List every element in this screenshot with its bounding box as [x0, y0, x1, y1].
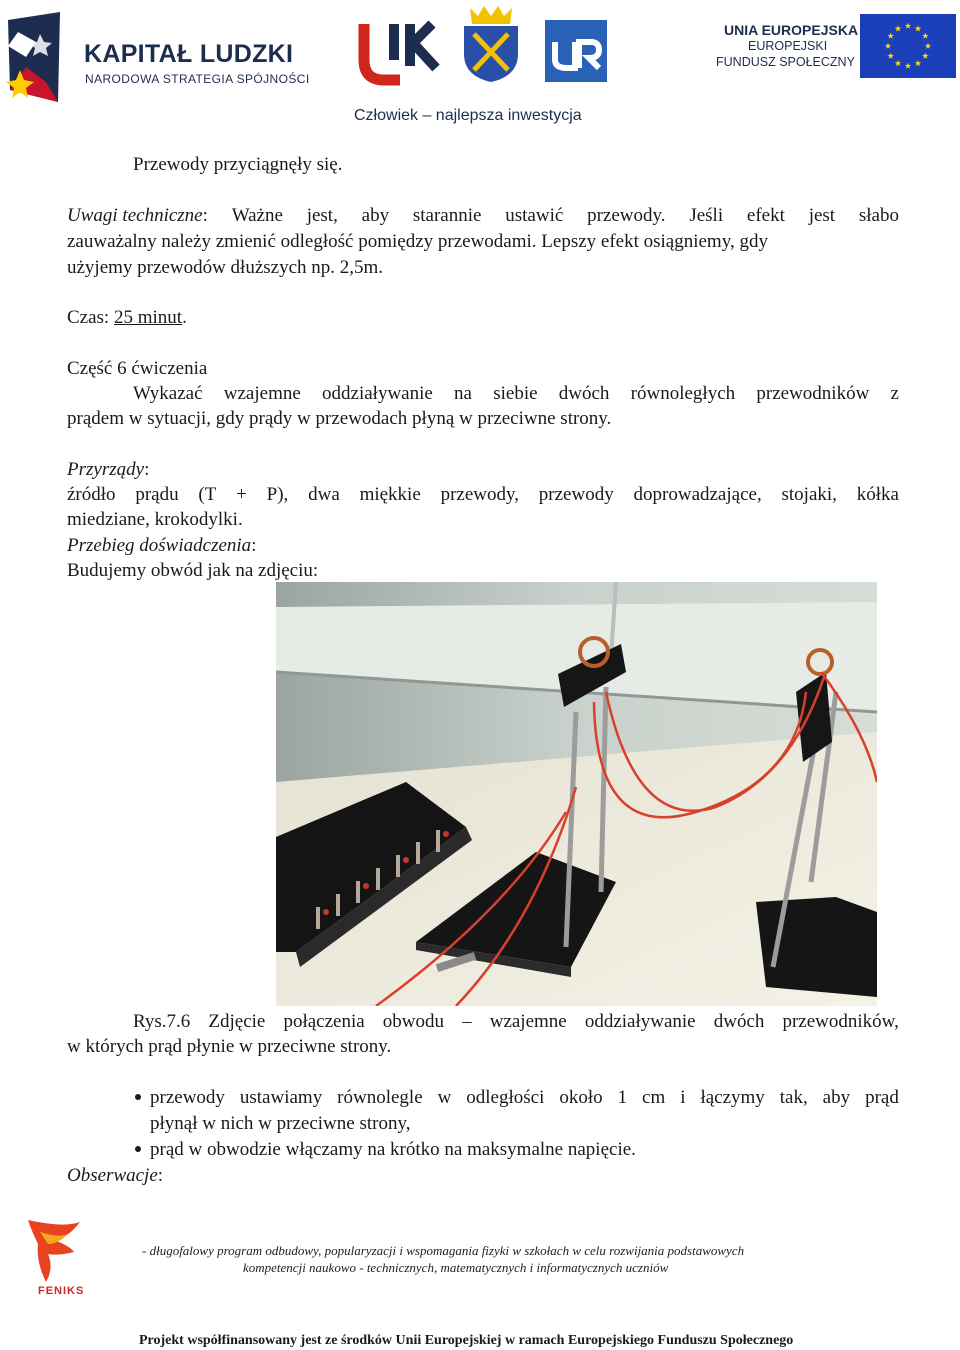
- feniks-logo-icon: [24, 1218, 84, 1284]
- word: oddziaływanie: [322, 383, 433, 404]
- word: P),: [266, 484, 289, 505]
- eu-fund-line2: FUNDUSZ SPOŁECZNY: [716, 55, 855, 69]
- word: jest,: [306, 205, 338, 226]
- word: oddziaływanie: [584, 1011, 696, 1032]
- slogan: Człowiek – najlepsza inwestycja: [354, 107, 582, 124]
- word: doprowadzające,: [633, 484, 762, 505]
- time-value: 25 minut: [113, 307, 183, 328]
- bullet-1-line2: płynął w nich w przeciwne strony,: [150, 1113, 411, 1134]
- word: źródło: [67, 484, 116, 505]
- word: efekt: [746, 205, 785, 226]
- word: prąd: [865, 1087, 899, 1108]
- part-description-line2: prądem w sytuacji, gdy prądy w przewodach płyną w przeciwne strony.: [67, 408, 612, 429]
- kapital-ludzki-subtitle: NARODOWA STRATEGIA SPÓJNOŚCI: [85, 72, 310, 86]
- word: wzajemne: [223, 383, 301, 404]
- word: i: [680, 1087, 686, 1108]
- word: kółka: [856, 484, 899, 505]
- eu-fund-line1: EUROPEJSKI: [748, 39, 828, 53]
- bullet-2: prąd w obwodzie włączamy na krótko na maksymalne napięcie.: [150, 1139, 636, 1160]
- time-label: Czas:: [67, 307, 114, 328]
- result-line: Przewody przyciągnęły się.: [133, 154, 343, 175]
- word: 1: [617, 1087, 628, 1108]
- tech-notes-line1: Uwagi techniczne: Ważne jest, aby starannie ustawić przewody. Jeśli efekt jest słabo: [67, 203, 899, 229]
- equipment-line2: miedziane, krokodylki.: [67, 509, 243, 530]
- word: przewodników: [756, 383, 870, 404]
- bullet-1-line1: [150, 1085, 899, 1111]
- word: wzajemne: [489, 1011, 567, 1032]
- part-description-line1: [133, 381, 899, 407]
- word: przewodników,: [782, 1011, 899, 1032]
- eu-flag-icon: [860, 14, 956, 78]
- word: połączenia: [283, 1011, 365, 1032]
- word: jest: [808, 205, 836, 226]
- equipment-line1: [67, 482, 899, 508]
- word: prądu: [135, 484, 179, 505]
- kapital-ludzki-logo-icon: [6, 12, 82, 106]
- program-line1: - długofalowy program odbudowy, popularyzacji i wspomagania fizyki w szkołach w celu rozwijania podstawowych: [142, 1243, 745, 1258]
- word: na: [454, 383, 472, 404]
- word: ustawić: [505, 205, 564, 226]
- word: przewody: [150, 1087, 225, 1108]
- word: łączymy: [700, 1087, 765, 1108]
- experiment-photo: [276, 582, 877, 1006]
- bullet-marker: [135, 1146, 141, 1152]
- word: tak,: [779, 1087, 808, 1108]
- funding-note: Projekt współfinansowany jest ze środków Unii Europejskiej w ramach Europejskiego Funduszu Społecznego: [139, 1333, 794, 1348]
- word: starannie: [412, 205, 482, 226]
- procedure-line: Budujemy obwód jak na zdjęciu:: [67, 560, 319, 581]
- word: cm: [642, 1087, 666, 1108]
- word: +: [236, 484, 247, 505]
- figure-caption-line2: w których prąd płynie w przeciwne strony.: [67, 1036, 392, 1057]
- ur-logo-icon: [545, 20, 607, 82]
- word: Ważne: [231, 205, 283, 226]
- word: około: [559, 1087, 603, 1108]
- equipment-heading: Przyrządy:: [67, 459, 150, 480]
- procedure-label: Przebieg doświadczenia: [67, 535, 252, 556]
- kapital-ludzki-title: KAPITAŁ LUDZKI: [84, 40, 294, 68]
- word: dwa: [308, 484, 340, 505]
- word: obwodu: [382, 1011, 445, 1032]
- tech-notes-label: Uwagi techniczne: [67, 205, 203, 226]
- word: przewody.: [587, 205, 666, 226]
- procedure-heading: Przebieg doświadczenia:: [67, 535, 257, 556]
- eu-title: UNIA EUROPEJSKA: [724, 22, 859, 38]
- feniks-logo-text: FENIKS: [38, 1285, 85, 1297]
- time-line: Czas: 25 minut.: [67, 307, 187, 328]
- uj-logo-icon: [358, 20, 442, 86]
- tech-notes-line2: zauważalny należy zmienić odległość pomiędzy przewodami. Lepszy efekt osiągniemy, gdy: [67, 231, 768, 252]
- word: –: [462, 1011, 472, 1032]
- uj-crest-icon: [460, 4, 522, 84]
- word: dwóch: [558, 383, 610, 404]
- word: (T: [198, 484, 217, 505]
- word: aby: [361, 205, 390, 226]
- word: stojaki,: [781, 484, 837, 505]
- word: Wykazać: [133, 383, 203, 404]
- word: słabo: [858, 205, 899, 226]
- word: ustawiamy: [239, 1087, 323, 1108]
- word: Rys.7.6: [133, 1011, 191, 1032]
- word: siebie: [493, 383, 538, 404]
- tech-notes-line3: użyjemy przewodów dłuższych np. 2,5m.: [67, 257, 384, 278]
- word: odległości: [466, 1087, 545, 1108]
- word: z: [890, 383, 899, 404]
- part-title: Część 6 ćwiczenia: [67, 358, 208, 379]
- figure-caption-line1: [133, 1009, 899, 1035]
- bullet-marker: [135, 1094, 141, 1100]
- word: równolegle: [337, 1087, 423, 1108]
- word: aby: [822, 1087, 851, 1108]
- word: Jeśli: [689, 205, 724, 226]
- program-line2: kompetencji naukowo - technicznych, matematycznych i informatycznych uczniów: [243, 1260, 669, 1275]
- word: dwóch: [713, 1011, 765, 1032]
- equipment-label: Przyrządy: [67, 459, 145, 480]
- word: równoległych: [630, 383, 736, 404]
- word: przewody: [538, 484, 614, 505]
- observations-label: Obserwacje: [67, 1165, 158, 1186]
- word: przewody,: [440, 484, 519, 505]
- observations-heading: Obserwacje:: [67, 1165, 164, 1186]
- word: w: [437, 1087, 452, 1108]
- word: miękkie: [359, 484, 421, 505]
- word: Zdjęcie: [208, 1011, 266, 1032]
